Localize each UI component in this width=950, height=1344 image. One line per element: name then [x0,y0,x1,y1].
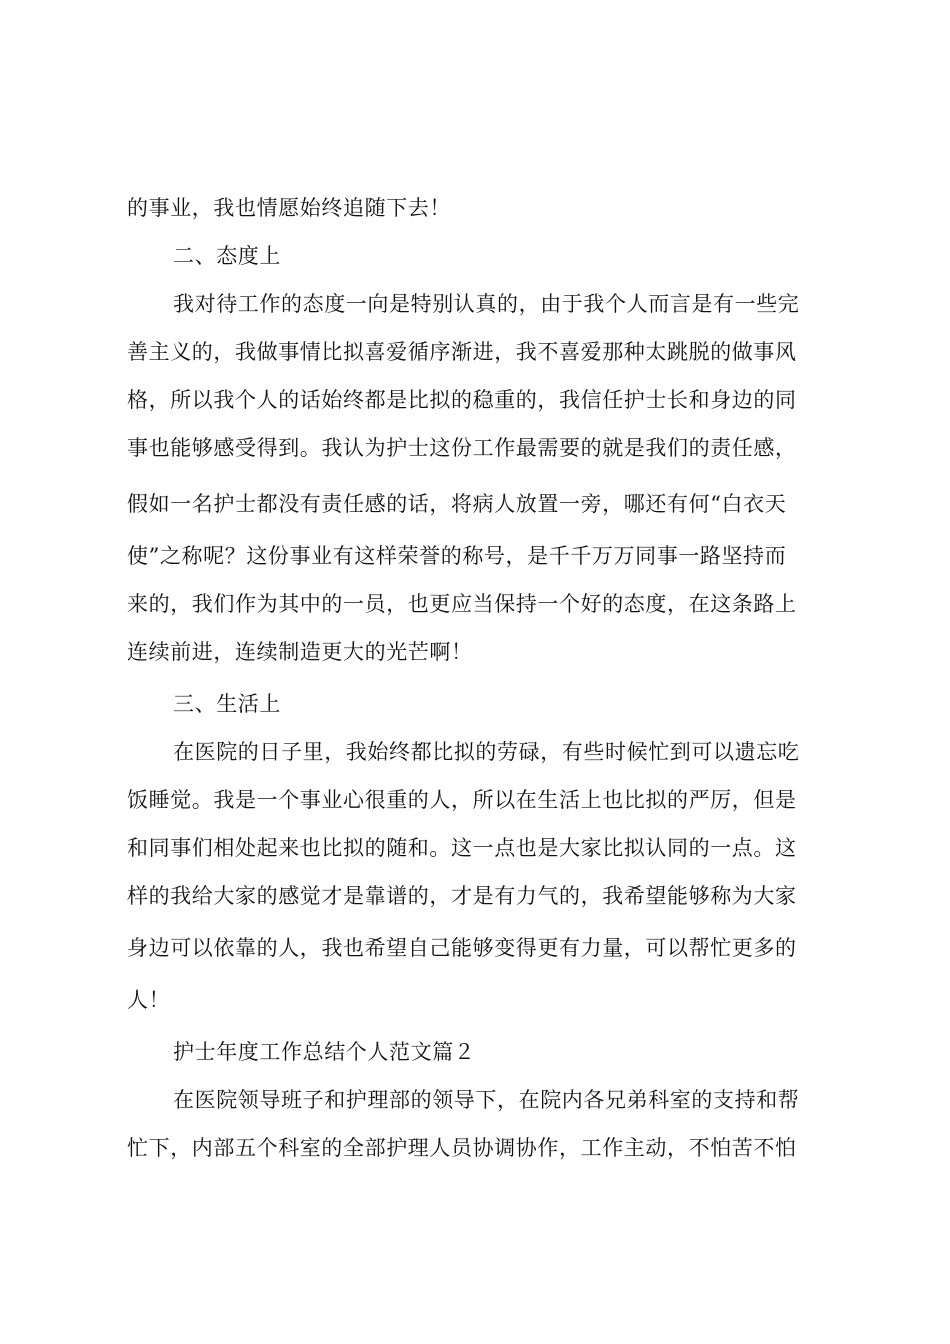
paragraph-line: 人！ [127,988,171,1012]
paragraph-line: 在医院领导班子和护理部的领导下，在院内各兄弟科室的支持和帮 [173,1088,800,1112]
paragraph-line: 来的，我们作为其中的一员，也更应当保持一个好的态度，在这条路上 [127,592,797,616]
paragraph-line: 和同事们相处起来也比拟的随和。这一点也是大家比拟认同的一点。这 [127,836,797,860]
paragraph-line: 身边可以依靠的人，我也希望自己能够变得更有力量，可以帮忙更多的 [127,936,797,960]
paragraph-line: 的事业，我也情愿始终追随下去！ [127,196,451,220]
paragraph-line: 样的我给大家的感觉才是靠谱的，才是有力气的，我希望能够称为大家 [127,884,797,908]
paragraph-line: 在医院的日子里，我始终都比拟的劳碌，有些时候忙到可以遗忘吃 [173,740,800,764]
article-title: 护士年度工作总结个人范文篇２ [173,1040,476,1064]
paragraph-line: 连续前进，连续制造更大的光芒啊！ [127,640,473,664]
paragraph-line: 善主义的，我做事情比拟喜爱循序渐进，我不喜爱那种太跳脱的做事风 [127,340,797,364]
paragraph-line: 忙下，内部五个科室的全部护理人员协调协作，工作主动，不怕苦不怕 [127,1136,797,1160]
paragraph-line: 使”之称呢？这份事业有这样荣誉的称号，是千千万万同事一路坚持而 [127,544,787,568]
paragraph-line: 饭睡觉。我是一个事业心很重的人，所以在生活上也比拟的严厉，但是 [127,788,797,812]
paragraph-line: 事也能够感受得到。我认为护士这份工作最需要的就是我们的责任感， [127,436,797,460]
paragraph-line: 我对待工作的态度一向是特别认真的，由于我个人而言是有一些完 [173,292,800,316]
paragraph-line: 假如一名护士都没有责任感的话，将病人放置一旁，哪还有何“白衣天 [127,492,787,516]
paragraph-line: 格，所以我个人的话始终都是比拟的稳重的，我信任护士长和身边的同 [127,388,797,412]
section-heading: 二、态度上 [173,244,281,268]
section-heading: 三、生活上 [173,692,281,716]
